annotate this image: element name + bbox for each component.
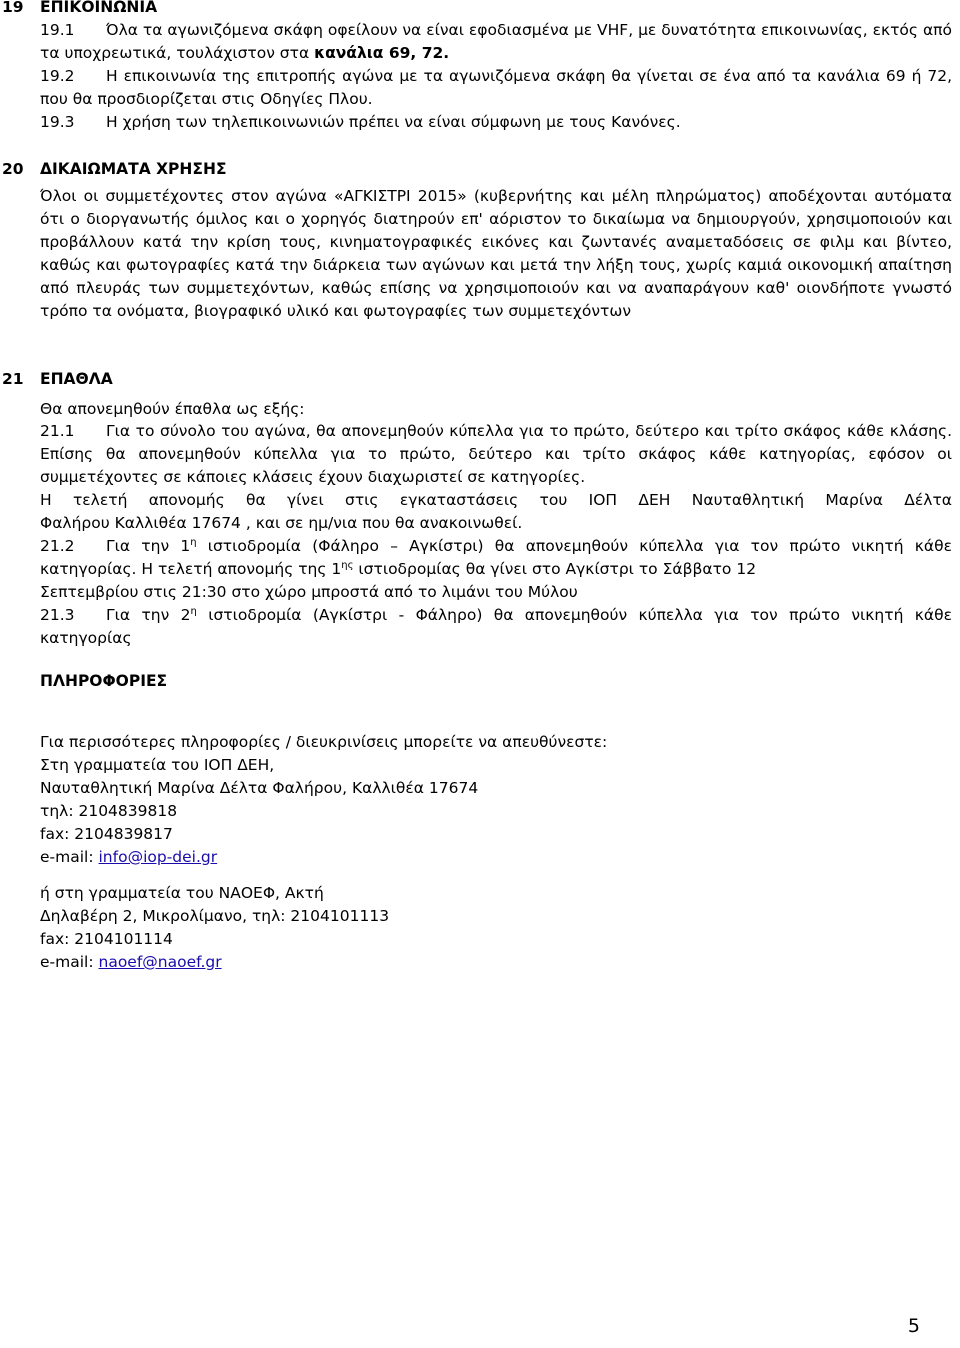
- info-title: [40, 670, 952, 693]
- iop-address: Ναυταθλητική Μαρίνα Δέλτα Φαλήρου, Καλλιθέα 17674: [40, 779, 479, 797]
- info-intro-text: Για περισσότερες πληροφορίες / διευκρινίσεις μπορείτε να απευθύνεστε:: [40, 733, 608, 751]
- clause-text: Όλα τα αγωνιζόμενα σκάφη οφείλουν να είναι εφοδιασμένα με VHF, με δυνατότητα επικοινωνίας, εκτός από τα υποχρεωτικά, τουλάχιστον στα: [40, 21, 952, 62]
- section-title: ΕΠΑΘΛΑ: [40, 370, 113, 388]
- ceremony-text: Φαλήρου Καλλιθέα 17674 , και σε ημ/νια που θα ανακοινωθεί.: [40, 514, 523, 532]
- rights-text: Όλοι οι συμμετέχοντες στον αγώνα «ΑΓΚΙΣΤΡΙ 2015» (κυβερνήτης και μέλη πληρώματος) αποδέχονται αυτόματα ότι ο διοργανωτής όμιλος και ο χορηγός διατηρούν επ' αόριστον το δικαίωμα να δημιουργούν, χρησιμοποιούν και προβάλλουν κατά την κρίση τους, κινηματογραφικές εικόνες και ζωντανές αναμεταδόσεις σε φιλμ και βίντεο, καθώς και φωτογραφίες κατά την διάρκεια των αγώνων και μετά την λήξη τους, χωρίς καμιά οικονομική απαίτηση από πλευράς των συμμετεχόντων, καθώς επίσης να χρησιμοποιούν και να αναπαράγουν καθ' οιονδήποτε γνωστό τρόπο τα ονόματα, βιογραφικό υλικό και φωτογραφίες των συμμετεχόντων: [40, 187, 952, 320]
- naoef-fax: fax: 2104101114: [40, 930, 173, 948]
- ordinal-superscript: η: [190, 536, 197, 548]
- iop-phone: τηλ: 2104839818: [40, 802, 178, 820]
- clause-text: Για την 1: [106, 537, 191, 555]
- info-title-text: ΠΛΗΡΟΦΟΡΙΕΣ: [40, 672, 168, 690]
- clause-text: Για το σύνολο του αγώνα, θα απονεμηθούν κύπελλα για το πρώτο, δεύτερο και τρίτο σκάφος κάθε κλάσης. Επίσης θα απονεμηθούν κύπελλα για το πρώτο, δεύτερο και τρίτο σκάφος κάθε κατηγορίας, εφόσον οι συμμετέχοντες σε κάποιες κλάσεις έχουν διαχωριστεί σε κατηγορίες.: [40, 422, 952, 486]
- clause-text: ιστιοδρομία (Αγκίστρι - Φάληρο) θα απονεμηθούν κύπελλα για τον πρώτο νικητή κάθε κατηγορίας: [40, 606, 952, 647]
- naoef-address: Δηλαβέρη 2, Μικρολίμανο, τηλ: 2104101113: [40, 907, 390, 925]
- channels-emphasis: κανάλια 69, 72.: [314, 44, 450, 62]
- ceremony-date-line: [40, 581, 952, 604]
- clause-text: ιστιοδρομίας θα γίνει στο Αγκίστρι το Σάββατο 12: [353, 560, 757, 578]
- paragraph-19-1: [40, 19, 952, 65]
- email-label: e-mail:: [40, 953, 99, 971]
- iop-line: Στη γραμματεία του ΙΟΠ ΔΕΗ,: [40, 756, 275, 774]
- paragraph-21-3: [40, 604, 952, 650]
- naoef-contact: [40, 882, 952, 974]
- clause-text: Η χρήση των τηλεπικοινωνιών πρέπει να είναι σύμφωνη με τους Κανόνες.: [106, 113, 681, 131]
- info-intro: [40, 731, 952, 754]
- page-number: 5: [907, 1315, 920, 1337]
- naoef-line: ή στη γραμματεία του ΝΑΟΕΦ, Ακτή: [40, 884, 324, 902]
- section-number: 21: [2, 370, 24, 388]
- email-label: e-mail:: [40, 848, 99, 866]
- ceremony-text: Η τελετή απονομής θα γίνει στις εγκαταστάσεις του ΙΟΠ ΔΕΗ Ναυταθλητική Μαρίνα Δέλτα: [40, 491, 952, 509]
- clause-number: 21.1: [40, 422, 75, 440]
- naoef-email: [40, 951, 952, 974]
- clause-text: Για την 2: [106, 606, 191, 624]
- paragraph-19-3: [40, 111, 952, 134]
- paragraph-20: [40, 185, 952, 323]
- section-number: 20: [2, 160, 24, 178]
- naoef-email-link[interactable]: naoef@naoef.gr: [98, 953, 222, 971]
- paragraph-21-2: [40, 535, 952, 581]
- iop-email: [40, 846, 952, 869]
- section-title: ΔΙΚΑΙΩΜΑΤΑ ΧΡΗΣΗΣ: [40, 160, 227, 178]
- iop-email-link[interactable]: info@iop-dei.gr: [98, 848, 218, 866]
- ceremony-line-b: [40, 512, 952, 535]
- section-number: 19: [2, 0, 24, 16]
- clause-number: 21.2: [40, 537, 75, 555]
- clause-number: 19.1: [40, 21, 75, 39]
- clause-number: 19.2: [40, 67, 75, 85]
- clause-text: Η επικοινωνία της επιτροπής αγώνα με τα αγωνιζόμενα σκάφη θα γίνεται σε ένα από τα κανάλια 69 ή 72, που θα προσδιορίζεται στις Οδηγίες Πλου.: [40, 67, 952, 108]
- clause-number: 19.3: [40, 113, 75, 131]
- ceremony-line-a: [40, 489, 952, 512]
- ordinal-superscript: η: [190, 605, 197, 617]
- ordinal-superscript: ης: [341, 559, 354, 571]
- paragraph-19-2: [40, 65, 952, 111]
- paragraph-21-1: [40, 420, 952, 489]
- clause-number: 21.3: [40, 606, 75, 624]
- clause-text: ιστιοδρομία (Φάληρο – Αγκίστρι) θα απονεμηθούν κύπελλα για τον πρώτο νικητή κάθε κατηγορίας. Η τελετή απονομής της 1: [40, 537, 952, 578]
- iop-fax: fax: 2104839817: [40, 825, 173, 843]
- iop-contact: [40, 754, 952, 869]
- prizes-intro: [40, 398, 952, 421]
- ceremony-date-text: Σεπτεμβρίου στις 21:30 στο χώρο μπροστά από το λιμάνι του Μύλου: [40, 583, 578, 601]
- prizes-intro-text: Θα απονεμηθούν έπαθλα ως εξής:: [40, 400, 305, 418]
- section-title: ΕΠΙΚΟΙΝΩΝΙΑ: [40, 0, 158, 16]
